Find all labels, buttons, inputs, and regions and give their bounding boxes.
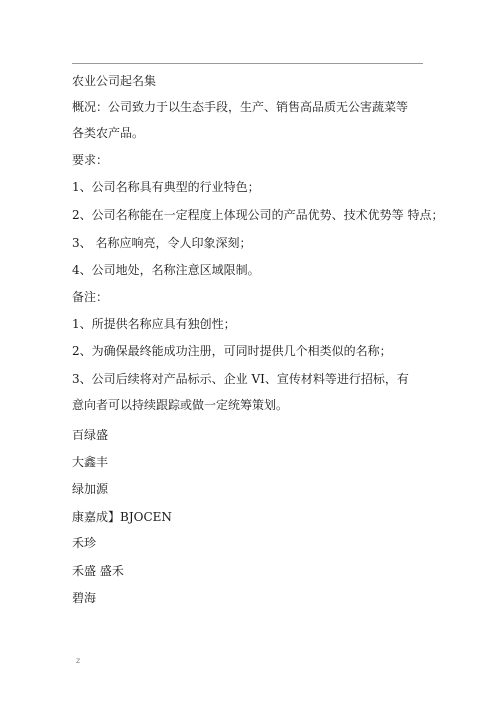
note-item: 3、公司后续将对产品标示、企业 VI、宣传材料等进行招标，有 <box>72 372 409 386</box>
name-entry: 百绿盛 <box>72 428 109 442</box>
requirements-heading: 要求： <box>72 153 109 167</box>
note-item: 2、为确保最终能成功注册，可同时提供几个相类似的名称； <box>72 344 392 358</box>
requirement-item: 3、 名称应响亮，令人印象深刻； <box>72 236 252 250</box>
notes-heading: 备注： <box>72 290 109 304</box>
name-entry: 大鑫丰 <box>72 455 109 469</box>
name-entry: 碧海 <box>72 591 97 605</box>
requirement-item: 4、公司地处，名称注意区域限制。 <box>72 263 260 277</box>
requirement-item: 1、公司名称具有典型的行业特色； <box>72 180 260 194</box>
requirement-item: 2、公司名称能在一定程度上体现公司的产品优势、技术优势等 特点； <box>72 208 444 222</box>
name-entry: 禾珍 <box>72 536 97 550</box>
overview-line-1: 概况：公司致力于以生态手段，生产、销售高品质无公害蔬菜等 <box>72 100 409 114</box>
name-entry: 禾盛 盛禾 <box>72 564 124 578</box>
name-entry: 绿加源 <box>72 482 109 496</box>
note-item-continuation: 意向者可以持续跟踪或做一定统筹策划。 <box>72 398 289 412</box>
note-item: 1、所提供名称应具有独创性； <box>72 317 236 331</box>
header-rule <box>72 63 423 64</box>
document-title: 农业公司起名集 <box>72 74 157 88</box>
footer-mark: z <box>76 656 81 665</box>
overview-line-2: 各类农产品。 <box>72 126 145 140</box>
name-entry: 康嘉成】BJOCEN <box>72 510 172 524</box>
